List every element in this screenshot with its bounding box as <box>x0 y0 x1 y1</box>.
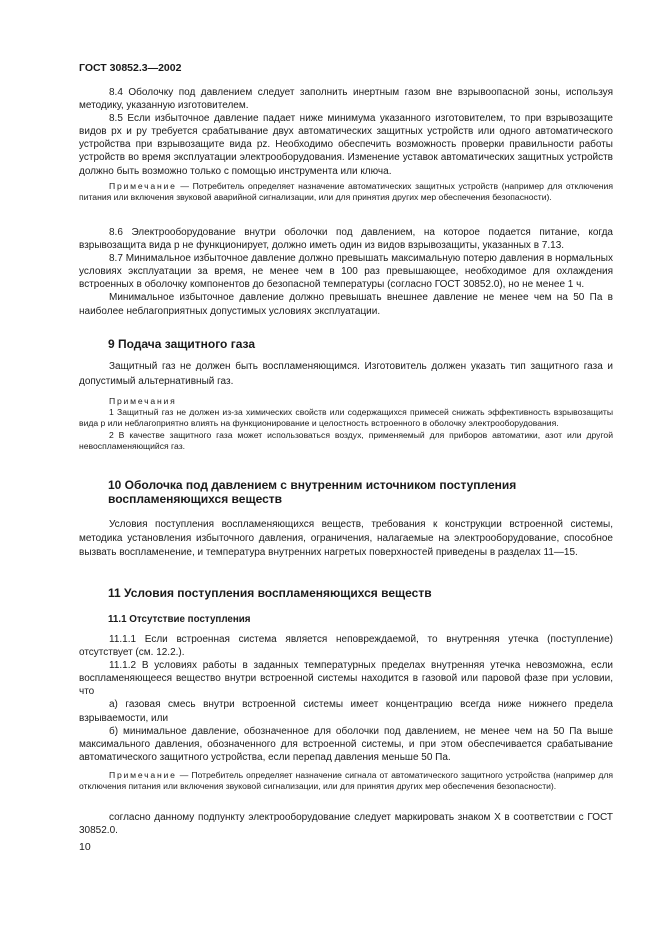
clause-8-5: 8.5 Если избыточное давление падает ниже минимума указанного изготовителем, то при взрывозащите видов px и py требуется срабатывание двух автоматических защитных устройств или одного автоматического устройства при взрывозащите вида pz. Необходимо обеспечить возможность проверки правильности работы устройств во время эксплуатации электрооборудования. Изменение уставок автоматических защитных устройств должно быть возможно только с помощью инструмента или ключа. <box>79 113 613 177</box>
condition-a: а) газовая смесь внутри встроенной системы имеет концентрацию всегда ниже нижнего предела взрываемости, или <box>79 699 613 724</box>
document-header: ГОСТ 30852.3—2002 <box>79 62 182 74</box>
subsection-11-1-title: 11.1 Отсутствие поступления <box>108 614 251 625</box>
section-11-body <box>79 633 613 764</box>
clauses-8-6-8-7 <box>79 226 613 318</box>
note-text: — Потребитель определяет назначение автоматических защитных устройств (например для отключения питания или включения звуковой аварийной сигнализации, или для принятия других мер обеспечения безопасности). <box>79 181 613 203</box>
section-9-note-1: 1 Защитный газ не должен из-за химических свойств или содержащихся примесей снижать эффективность взрывозащиты вида p или неблагоприятно влиять на функционирование и целостность встроенного в оболочку электрооборудования. <box>79 407 613 429</box>
marking-paragraph: согласно данному подпункту электрооборудование следует маркировать знаком X в соответствии с ГОСТ 30852.0. <box>79 812 613 837</box>
section-9-note-2: 2 В качестве защитного газа может использоваться воздух, применяемый для приборов автоматики, азот или другой невоспламеняющийся газ. <box>79 429 613 451</box>
note-8-5 <box>79 181 613 203</box>
clause-8-6: 8.6 Электрооборудование внутри оболочки под давлением, на которое подается питание, когда взрывозащита вида p не функционирует, должно иметь один из видов взрывозащиты, указанных в 7.13. <box>79 227 613 252</box>
section-9-body: Защитный газ не должен быть воспламеняющимся. Изготовитель должен указать тип защитного газа и допустимый альтернативный газ. <box>79 361 613 387</box>
note-label: Примечание <box>109 770 177 780</box>
min-pressure-paragraph: Минимальное избыточное давление должно превышать внешнее давление не менее чем на 50 Па в наиболее неблагоприятных допустимых условиях эксплуатации. <box>79 292 613 317</box>
condition-b: б) минимальное давление, обозначенное для оболочки под давлением, не менее чем на 50 Па выше максимального давления, обозначенного для встроенной системы, и при этом обеспечивается срабатывание автоматического защитного устройства, если перепад давления меньше 50 Па. <box>79 725 613 763</box>
clause-8-4: 8.4 Оболочку под давлением следует заполнить инертным газом вне взрывоопасной зоны, используя методику, указанную изготовителем. <box>79 87 613 112</box>
section-9-title: 9 Подача защитного газа <box>108 337 256 351</box>
section-10-title: 10 Оболочка под давлением с внутренним источником поступления воспламеняющихся веществ <box>108 478 517 506</box>
clauses-8-4-8-5 <box>79 86 613 178</box>
section-10-body: Условия поступления воспламеняющихся веществ, требования к конструкции встроенной системы, методика установления избыточного давления, ограничения, налагаемые на электрооборудование, способное вызвать воспламенение, и температура внутренних нагретых поверхностей приведены в разделах 11—15. <box>79 519 613 558</box>
clause-11-1-1: 11.1.1 Если встроенная система является неповреждаемой, то внутренняя утечка (поступление) отсутствует (см. 12.2.). <box>79 634 613 659</box>
section-9-notes <box>79 396 613 452</box>
note-text: — Потребитель определяет назначение сигнала от автоматического защитного устройства (например для отключения питания или включения звуковой сигнализации, или для принятия других мер обеспечения безопасности). <box>79 770 613 792</box>
note-label: Примечание <box>109 181 177 191</box>
clause-11-1-2: 11.1.2 В условиях работы в заданных температурных пределах внутренняя утечка невозможна, если воспламеняющееся вещество внутри встроенной системы находится в газовой или паровой фазе при условии, что <box>79 660 613 698</box>
note-11-1-2 <box>79 770 613 792</box>
page-number: 10 <box>79 841 91 853</box>
section-11-title: 11 Условия поступления воспламеняющихся веществ <box>108 586 432 600</box>
clause-8-7: 8.7 Минимальное избыточное давление должно превышать максимальную потерю давления в нормальных условиях эксплуатации за время, не менее чем в 100 раз превышающее, необходимое для охлаждения встроенных в оболочку компонентов до безопасной температуры (согласно ГОСТ 30852.0), но не менее 1 ч. <box>79 253 613 291</box>
notes-label: Примечания <box>109 396 177 406</box>
